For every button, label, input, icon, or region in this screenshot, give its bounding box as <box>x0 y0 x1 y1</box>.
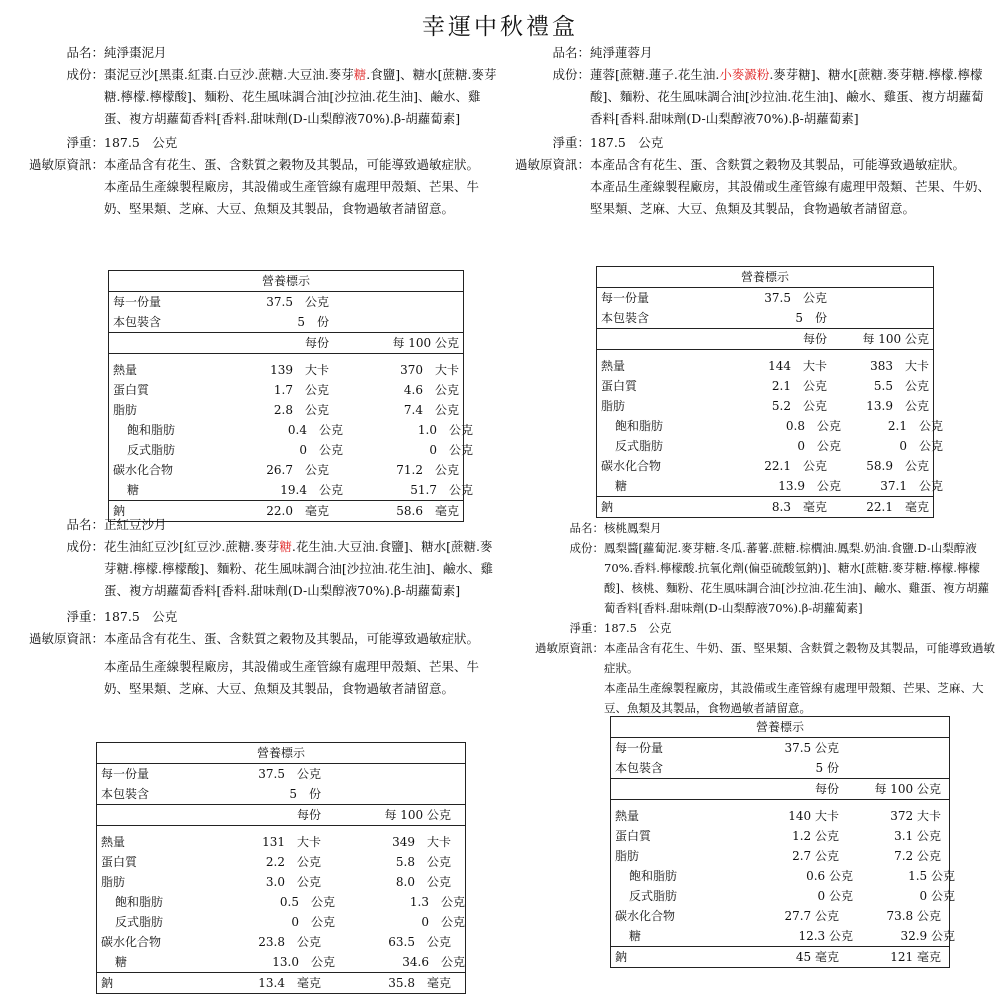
cell-per-100g <box>329 292 459 312</box>
cell-label: 熱量 <box>113 363 138 377</box>
serving-size-row <box>97 764 465 784</box>
product-panel-red-bean <box>0 514 500 700</box>
cell-per-serving: 每份 <box>296 808 321 822</box>
cell-label: 熱量 <box>615 809 640 823</box>
cell-label: 反式脂肪 <box>629 889 678 903</box>
cell-per-serving: 0 公克 <box>291 915 335 929</box>
nutrition-header-row <box>597 328 933 350</box>
cell-label: 反式脂肪 <box>615 439 664 453</box>
allergen-facility-text: 本產品生產線製程廠房，其設備或生產管線有處理甲殼類、芒果、牛奶、堅果類、芝麻、大豆、魚類及其製品，食物過敏者請留意。 <box>104 179 480 216</box>
cell-label: 反式脂肪 <box>115 915 164 929</box>
cell-label <box>109 333 219 353</box>
cell-label: 碳水化合物 <box>101 935 162 949</box>
cell-label: 本包裝含 <box>101 787 150 801</box>
cell-label: 每一份量 <box>101 767 150 781</box>
nutrition-row <box>611 826 949 846</box>
cell-per-serving: 5 份 <box>289 787 321 801</box>
ingredients-label: 成份： <box>66 67 104 82</box>
cell-per-100g: 34.6 公克 <box>402 955 465 969</box>
cell-per-100g: 58.9 公克 <box>866 459 929 473</box>
cell-per-serving: 1.2 公克 <box>792 829 839 843</box>
cell-per-serving: 37.5 公克 <box>266 295 329 309</box>
cell-label: 糖 <box>127 483 140 497</box>
nutrition-row <box>611 926 955 946</box>
allergen-text: 本產品含有花生、蛋、含麩質之穀物及其製品，可能導致過敏症狀。 <box>590 157 966 172</box>
cell-per-100g: 每 100 公克 <box>862 332 929 346</box>
nutrition-row <box>611 806 949 826</box>
ingredients-label: 成份： <box>552 67 590 82</box>
cell-per-100g: 7.4 公克 <box>403 403 459 417</box>
net-weight: 187.5 公克 <box>104 609 178 624</box>
allergen-text: 本產品含有花生、蛋、含麩質之穀物及其製品，可能導致過敏症狀。 <box>104 157 480 172</box>
cell-per-100g: 372 大卡 <box>890 809 941 823</box>
cell-label: 鈉 <box>101 976 114 990</box>
cell-per-100g: 4.6 公克 <box>403 383 459 397</box>
cell-per-100g: 58.6 毫克 <box>396 504 459 518</box>
cell-per-100g: 7.2 公克 <box>894 849 941 863</box>
cell-per-serving: 每份 <box>304 336 329 350</box>
cell-per-serving: 1.7 公克 <box>273 383 329 397</box>
cell-per-100g: 2.1 公克 <box>887 419 943 433</box>
cell-per-serving: 5.2 公克 <box>771 399 827 413</box>
ingredients-text <box>104 536 500 602</box>
nutrition-caption: 營養標示 <box>109 271 463 292</box>
cell-per-serving: 0.5 公克 <box>279 895 335 909</box>
cell-per-100g: 121 毫克 <box>890 950 941 964</box>
product-name: 純淨棗泥月 <box>104 45 167 60</box>
nutrition-table <box>108 270 473 522</box>
cell-label: 脂肪 <box>601 399 626 413</box>
cell-per-100g: 73.8 公克 <box>886 909 941 923</box>
cell-label: 本包裝含 <box>113 315 162 329</box>
product-name-label: 品名： <box>66 45 104 60</box>
nutrition-row <box>597 436 943 456</box>
ingredient-segment: 棗泥豆沙[黑棗.紅棗.白豆沙.蔗糖.大豆油.麥芽 <box>104 67 354 82</box>
cell-label <box>597 329 709 349</box>
cell-label: 蛋白質 <box>101 855 138 869</box>
nutrition-row <box>611 866 955 886</box>
cell-per-serving: 26.7 公克 <box>266 463 329 477</box>
cell-per-serving: 0.8 公克 <box>785 419 841 433</box>
ingredient-segment: .花生油.大豆油.食鹽]、糖水[蔗糖.麥芽糖.檸檬.檸檬酸]、麵粉、花生風味調合油[沙拉油.花生油]、鹼水、雞蛋、複方胡蘿蔔香料[香料.甜味劑(D-山梨醇液70%).β-胡蘿蔔素] <box>104 539 494 598</box>
net-weight-label: 淨重： <box>66 609 104 624</box>
nutrition-row <box>97 892 465 912</box>
cell-per-100g: 5.5 公克 <box>873 379 929 393</box>
net-weight-label: 淨重： <box>569 621 604 635</box>
cell-label: 鈉 <box>113 504 126 518</box>
cell-per-serving: 0.6 公克 <box>806 869 853 883</box>
ingredients-label: 成份： <box>66 539 104 554</box>
cell-label: 糖 <box>615 479 628 493</box>
cell-per-serving: 23.8 公克 <box>258 935 321 949</box>
cell-label: 熱量 <box>601 359 626 373</box>
cell-per-100g <box>827 308 929 328</box>
cell-per-100g: 370 大卡 <box>400 363 459 377</box>
net-weight: 187.5 公克 <box>104 135 178 150</box>
nutrition-row <box>97 952 465 972</box>
allergen-text: 本產品含有花生、牛奶、蛋、堅果類、含麩質之穀物及其製品，可能導致過敏症狀。 <box>604 641 995 675</box>
net-weight-label: 淨重： <box>66 135 104 150</box>
cell-per-serving: 5 份 <box>815 761 839 775</box>
cell-per-serving: 每份 <box>802 332 827 346</box>
cell-label: 本包裝含 <box>615 761 664 775</box>
allergen-label: 過敏原資訊： <box>28 157 104 172</box>
nutrition-row <box>97 872 465 892</box>
cell-per-100g: 每 100 公克 <box>874 782 941 796</box>
cell-per-100g: 1.5 公克 <box>908 869 955 883</box>
cell-label: 飽和脂肪 <box>127 423 176 437</box>
nutrition-table <box>96 742 466 994</box>
cell-per-100g <box>839 758 941 778</box>
cell-per-serving: 2.7 公克 <box>792 849 839 863</box>
nutrition-row <box>611 846 949 866</box>
cell-label: 碳水化合物 <box>615 909 676 923</box>
ingredients-text <box>590 64 996 130</box>
cell-per-100g: 5.8 公克 <box>395 855 451 869</box>
cell-label: 蛋白質 <box>615 829 652 843</box>
cell-per-serving: 37.5 公克 <box>784 741 839 755</box>
nutrition-row <box>109 400 463 420</box>
cell-per-serving: 每份 <box>814 782 839 796</box>
cell-per-serving: 5 份 <box>297 315 329 329</box>
allergen-label: 過敏原資訊： <box>514 157 590 172</box>
net-weight: 187.5 公克 <box>604 621 672 635</box>
ingredients-label: 成份： <box>569 541 604 555</box>
cell-per-serving: 3.0 公克 <box>265 875 321 889</box>
cell-per-100g: 每 100 公克 <box>392 336 459 350</box>
cell-label: 熱量 <box>101 835 126 849</box>
nutrition-caption: 營養標示 <box>97 743 465 764</box>
cell-per-serving: 27.7 公克 <box>784 909 839 923</box>
cell-label: 糖 <box>115 955 128 969</box>
cell-label: 每一份量 <box>615 741 664 755</box>
net-weight: 187.5 公克 <box>590 135 664 150</box>
product-name: 純淨蓮蓉月 <box>590 45 653 60</box>
cell-per-serving: 131 大卡 <box>262 835 321 849</box>
servings-row <box>597 308 933 328</box>
nutrition-row <box>597 456 933 476</box>
ingredient-segment: 蓮蓉[蔗糖.蓮子.花生油. <box>590 67 720 82</box>
ingredients-text <box>104 64 500 130</box>
cell-per-100g: 1.3 公克 <box>409 895 465 909</box>
cell-label <box>97 805 209 825</box>
product-name: 正紅豆沙月 <box>104 517 167 532</box>
ingredient-segment: 鳳梨醬[蘿蔔泥.麥芽糖.冬瓜.蕃薯.蔗糖.棕櫚油.鳳梨.奶油.食鹽.D-山梨醇液70%.香料.檸檬酸.抗氧化劑(偏亞硫酸氫鈉)]、糖水[蔗糖.麥芽糖.檸檬.檸檬酸]、核桃、麵粉、花生風味調合油[沙拉油.花生油]、鹼水、雞蛋、複方胡蘿蔔香料[香料.甜味劑(D-山梨醇液70%).β-胡蘿蔔素] <box>604 541 990 615</box>
servings-row <box>109 312 463 332</box>
cell-label: 每一份量 <box>601 291 650 305</box>
product-name: 核桃鳳梨月 <box>604 521 662 535</box>
cell-label: 鈉 <box>601 500 614 514</box>
cell-label: 飽和脂肪 <box>629 869 678 883</box>
nutrition-row <box>597 496 933 517</box>
net-weight-label: 淨重： <box>552 135 590 150</box>
allergen-text: 本產品含有花生、蛋、含麩質之穀物及其製品，可能導致過敏症狀。 <box>104 631 480 646</box>
cell-per-100g: 0 公克 <box>421 915 465 929</box>
cell-per-100g: 每 100 公克 <box>384 808 451 822</box>
cell-per-100g: 37.1 公克 <box>880 479 943 493</box>
cell-per-serving: 12.3 公克 <box>798 929 853 943</box>
cell-per-100g <box>321 784 451 804</box>
cell-per-100g: 0 公克 <box>429 443 473 457</box>
cell-label: 脂肪 <box>101 875 126 889</box>
nutrition-row <box>597 416 943 436</box>
allergen-facility-text: 本產品生產線製程廠房，其設備或生產管線有處理甲殼類、芒果、牛奶、堅果類、芝麻、大豆、魚類及其製品，食物過敏者請留意。 <box>590 179 991 216</box>
cell-per-100g: 1.0 公克 <box>417 423 473 437</box>
cell-per-100g: 35.8 毫克 <box>388 976 451 990</box>
cell-per-serving: 37.5 公克 <box>764 291 827 305</box>
cell-per-100g: 13.9 公克 <box>866 399 929 413</box>
nutrition-row <box>109 440 473 460</box>
nutrition-row <box>611 946 949 967</box>
nutrition-header-row <box>611 778 949 800</box>
cell-per-serving: 2.2 公克 <box>265 855 321 869</box>
serving-size-row <box>597 288 933 308</box>
allergen-label: 過敏原資訊： <box>28 631 104 646</box>
cell-per-serving: 8.3 毫克 <box>771 500 827 514</box>
nutrition-row <box>597 376 933 396</box>
servings-row <box>97 784 465 804</box>
cell-per-100g <box>329 312 459 332</box>
ingredients-text <box>604 538 998 618</box>
nutrition-header-row <box>109 332 463 354</box>
cell-per-serving: 0.4 公克 <box>287 423 343 437</box>
cell-label: 鈉 <box>615 950 628 964</box>
cell-per-100g: 8.0 公克 <box>395 875 451 889</box>
nutrition-caption: 營養標示 <box>597 267 933 288</box>
cell-per-100g: 63.5 公克 <box>388 935 451 949</box>
nutrition-table <box>596 266 943 518</box>
ingredient-highlight: 小麥澱粉 <box>719 67 770 82</box>
cell-label: 蛋白質 <box>601 379 638 393</box>
allergen-facility-text: 本產品生產線製程廠房，其設備或生產管線有處理甲殼類、芒果、牛奶、堅果類、芝麻、大豆、魚類及其製品，食物過敏者請留意。 <box>104 659 480 696</box>
nutrition-row <box>109 360 463 380</box>
cell-label: 脂肪 <box>113 403 138 417</box>
cell-per-100g <box>827 288 929 308</box>
nutrition-row <box>611 906 949 926</box>
cell-label: 每一份量 <box>113 295 162 309</box>
cell-per-serving: 0 公克 <box>797 439 841 453</box>
nutrition-header-row <box>97 804 465 826</box>
cell-per-serving: 22.1 公克 <box>764 459 827 473</box>
product-panel-walnut-pineapple <box>504 518 998 718</box>
cell-per-serving: 5 份 <box>795 311 827 325</box>
cell-per-serving: 140 大卡 <box>788 809 839 823</box>
cell-per-serving: 37.5 公克 <box>258 767 321 781</box>
cell-label: 飽和脂肪 <box>615 419 664 433</box>
cell-per-serving: 13.4 毫克 <box>258 976 321 990</box>
ingredient-segment: 花生油紅豆沙[紅豆沙.蔗糖.麥芽 <box>104 539 280 554</box>
allergen-facility-text: 本產品生產線製程廠房，其設備或生產管線有處理甲殼類、芒果、芝麻、大豆、魚類及其製品，食物過敏者請留意。 <box>604 681 984 715</box>
cell-per-100g: 349 大卡 <box>392 835 451 849</box>
cell-label: 飽和脂肪 <box>115 895 164 909</box>
ingredient-segment: .麥芽糖]、糖水[蔗糖.麥芽糖.檸檬.檸檬酸]、麵粉、花生風味調合油[沙拉油.花生油]、鹼水、雞蛋、複方胡蘿蔔香料[香料.甜味劑(D-山梨醇液70%).β-胡蘿蔔素] <box>590 67 984 126</box>
cell-per-serving: 45 毫克 <box>795 950 839 964</box>
servings-row <box>611 758 949 778</box>
nutrition-row <box>597 356 933 376</box>
cell-per-serving: 19.4 公克 <box>280 483 343 497</box>
allergen-label: 過敏原資訊： <box>535 641 604 655</box>
product-name-label: 品名： <box>552 45 590 60</box>
page-title: 幸運中秋禮盒 <box>422 14 578 40</box>
nutrition-row <box>97 832 465 852</box>
serving-size-row <box>109 292 463 312</box>
cell-per-100g: 51.7 公克 <box>410 483 473 497</box>
nutrition-row <box>97 852 465 872</box>
nutrition-row <box>97 912 465 932</box>
ingredient-highlight: 糖 <box>279 539 292 554</box>
nutrition-row <box>597 476 943 496</box>
cell-per-100g <box>321 764 451 784</box>
product-name-label: 品名： <box>569 521 604 535</box>
cell-per-100g <box>839 738 941 758</box>
nutrition-row <box>97 972 465 993</box>
nutrition-table <box>610 716 955 968</box>
product-panel-lotus-paste <box>502 42 996 220</box>
cell-per-100g: 3.1 公克 <box>894 829 941 843</box>
cell-per-serving: 2.1 公克 <box>771 379 827 393</box>
nutrition-row <box>97 932 465 952</box>
nutrition-row <box>109 480 473 500</box>
cell-per-100g: 22.1 毫克 <box>866 500 929 514</box>
cell-label: 脂肪 <box>615 849 640 863</box>
ingredient-highlight: 糖 <box>353 67 367 82</box>
cell-per-serving: 139 大卡 <box>270 363 329 377</box>
cell-label: 反式脂肪 <box>127 443 176 457</box>
cell-per-serving: 2.8 公克 <box>273 403 329 417</box>
cell-per-serving: 0 公克 <box>817 889 853 903</box>
cell-label: 蛋白質 <box>113 383 150 397</box>
nutrition-row <box>109 380 463 400</box>
nutrition-row <box>597 396 933 416</box>
cell-label: 碳水化合物 <box>601 459 662 473</box>
nutrition-caption: 營養標示 <box>611 717 949 738</box>
cell-per-100g: 0 公克 <box>899 439 943 453</box>
serving-size-row <box>611 738 949 758</box>
cell-label: 碳水化合物 <box>113 463 174 477</box>
product-name-label: 品名： <box>66 517 104 532</box>
cell-per-serving: 13.9 公克 <box>778 479 841 493</box>
nutrition-row <box>109 460 463 480</box>
cell-per-serving: 22.0 毫克 <box>266 504 329 518</box>
nutrition-row <box>611 886 955 906</box>
cell-label: 糖 <box>629 929 642 943</box>
cell-per-100g: 71.2 公克 <box>396 463 459 477</box>
cell-label <box>611 779 719 799</box>
cell-per-100g: 0 公克 <box>919 889 955 903</box>
cell-per-100g: 32.9 公克 <box>900 929 955 943</box>
cell-per-100g: 383 大卡 <box>870 359 929 373</box>
cell-label: 本包裝含 <box>601 311 650 325</box>
nutrition-row <box>109 420 473 440</box>
ingredient-segment: .食鹽]、糖水[蔗糖.麥芽糖.檸檬.檸檬酸]、麵粉、花生風味調合油[沙拉油.花生油]、鹼水、雞蛋、複方胡蘿蔔香料[香料.甜味劑(D-山梨醇液70%).β-胡蘿蔔素] <box>104 67 497 126</box>
cell-per-serving: 13.0 公克 <box>272 955 335 969</box>
product-panel-date-paste <box>0 42 500 220</box>
cell-per-serving: 0 公克 <box>299 443 343 457</box>
cell-per-serving: 144 大卡 <box>768 359 827 373</box>
